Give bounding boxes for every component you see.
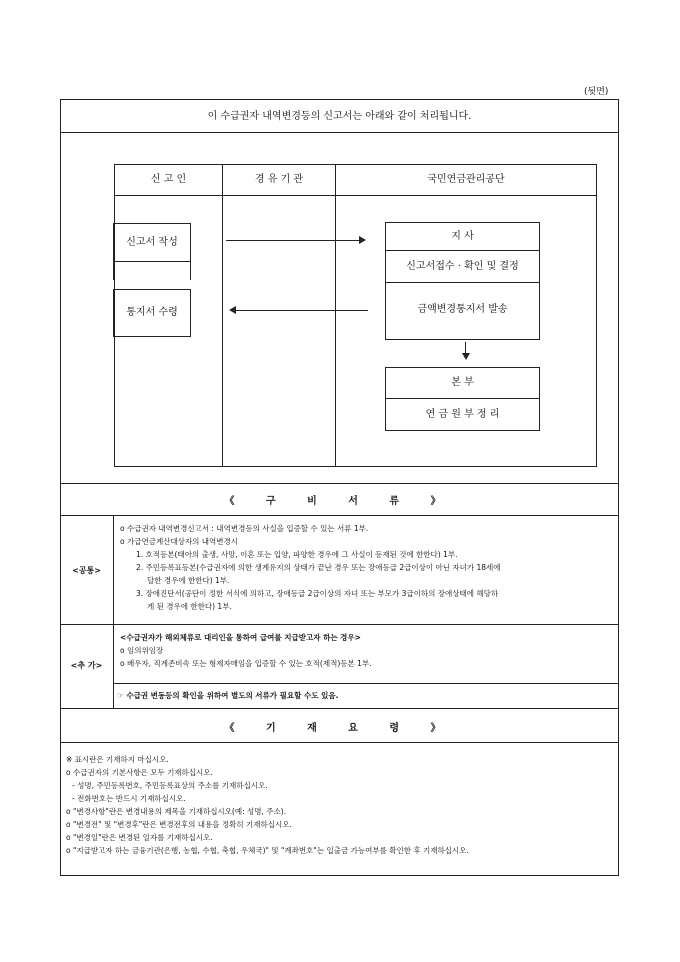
- divider: [60, 515, 619, 516]
- instruction-item: o "변경전" 및 "변경후"란은 변경전후의 내용을 정확히 기재하십시오.: [66, 820, 292, 829]
- branch-notice-step: 금액변경통지서 발송: [417, 304, 508, 315]
- common-doc-list: [120, 522, 501, 613]
- required-docs-title: 《 구 비 서 류 》: [224, 496, 455, 507]
- arrow-right-icon: [359, 236, 366, 244]
- extra-note: ☞ 수급권 변동등의 확인을 위하여 별도의 서류가 필요할 수도 있음.: [117, 691, 339, 700]
- divider: [60, 132, 619, 133]
- extra-doc-item: o 배우자, 직계존비속 또는 형제자매임을 입증할 수 있는 호적(제적)등본 1부.: [120, 659, 372, 668]
- branch-receive-step: 신고서접수 · 확인 및 결정: [386, 251, 539, 283]
- connector-lines: [113, 261, 191, 280]
- common-label: <공통>: [72, 566, 101, 575]
- instruction-item: o "변경일"란은 변경된 일자를 기재하십시오.: [66, 833, 213, 842]
- hq-title: 본 부: [386, 368, 539, 399]
- process-title: 이 수급권자 내역변경등의 신고서는 아래와 같이 처리됩니다.: [207, 111, 472, 122]
- instruction-item: o 수급권자의 기본사항은 모두 기재하십시오.: [66, 768, 213, 777]
- hq-ledger-step: 연 금 원 부 정 리: [425, 409, 500, 420]
- instruction-item: ※ 표시란은 기재하지 마십시오.: [66, 755, 169, 764]
- common-doc-item: 3. 장애진단서(공단이 정한 서식에 의하고, 장애등급 2급이상의 자녀 또는 부모가 3급이하의 장애상태에 해당하: [136, 589, 499, 598]
- common-doc-item: o 가급연금계산대상자의 내역변경시: [120, 537, 239, 546]
- column-reporter: 신 고 인: [150, 174, 187, 185]
- divider: [60, 483, 619, 484]
- submit-arrow: [226, 240, 360, 241]
- header-divider: [115, 195, 596, 196]
- receive-notice-box: [113, 289, 191, 337]
- column-relay-agency: 경 유 기 관: [254, 174, 304, 185]
- common-doc-item: o 수급권자 내역변경신고서 : 내역변경등의 사실을 입증할 수 있는 서류 1부.: [120, 524, 369, 533]
- write-report-box: [113, 223, 191, 262]
- page-side-label: (뒷면): [584, 87, 609, 97]
- divider: [113, 683, 619, 684]
- instruction-item: o "변경사항"란은 변경내용의 제목을 기재하십시오(예: 성명, 주소).: [66, 807, 287, 816]
- column-divider: [335, 165, 336, 466]
- instruction-item: - 전화번호는 반드시 기재하십시오.: [72, 794, 186, 803]
- instructions-title: 《 기 재 요 령 》: [224, 723, 455, 734]
- headquarters-box: [385, 367, 540, 431]
- extra-doc-list: [120, 631, 372, 670]
- common-doc-item: 2. 주민등록표등본(수급권자에 의한 생계유지의 상태가 끝난 경우 또는 장애등급 2급이상이 아닌 자녀가 18세에: [136, 563, 501, 572]
- write-report-label: 신고서 작성: [126, 237, 178, 248]
- extra-doc-heading: <수급권자가 해외체류로 대리인을 통하여 급여를 지급받고자 하는 경우>: [120, 633, 361, 642]
- label-divider: [113, 515, 114, 708]
- instruction-item: o "지급받고자 하는 금융기관(은행, 농협, 수협, 축협, 우체국)" 및 "계좌번호"는 입출금 가능여부를 확인한 후 기재하십시오.: [66, 846, 469, 855]
- divider: [60, 708, 619, 709]
- instruction-item: - 성명, 주민등록번호, 주민등록표상의 주소를 기재하십시오.: [72, 781, 268, 790]
- process-flow-table: [114, 164, 597, 467]
- common-doc-item: 1. 호적등본(태아의 출생, 사망, 이혼 또는 입양, 파양한 경우에 그 사실이 등재된 것에 한한다) 1부.: [136, 550, 458, 559]
- arrow-down-icon: [462, 353, 470, 360]
- common-doc-item: 게 된 경우에 한한다) 1부.: [147, 602, 232, 611]
- column-pension-service: 국민연금관리공단: [427, 174, 505, 185]
- column-divider: [222, 165, 223, 466]
- divider: [60, 624, 619, 625]
- notice-arrow: [235, 310, 368, 311]
- branch-title: 지 사: [386, 223, 539, 251]
- instructions-list: [66, 753, 469, 857]
- arrow-left-icon: [229, 306, 236, 314]
- divider: [60, 742, 619, 743]
- common-doc-item: 달한 경우에 한한다) 1부.: [147, 576, 230, 585]
- receive-notice-label: 통지서 수령: [126, 307, 178, 318]
- extra-label: <추 가>: [70, 661, 103, 670]
- extra-doc-item: o 임의위임장: [120, 646, 164, 655]
- branch-office-box: [385, 222, 540, 340]
